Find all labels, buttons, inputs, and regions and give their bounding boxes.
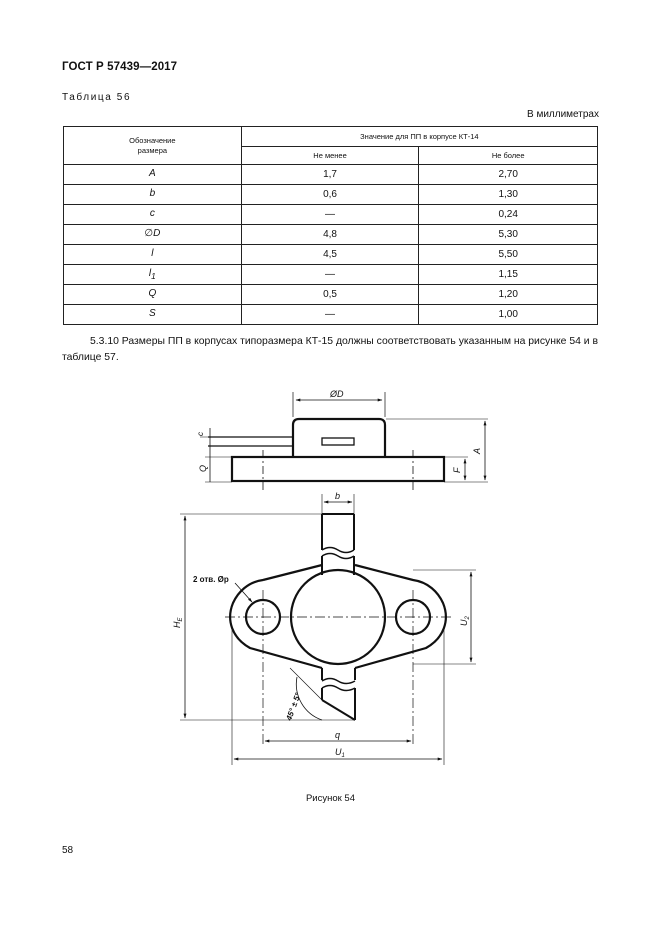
row-symbol: l xyxy=(64,245,242,265)
row-max: 5,50 xyxy=(419,245,598,265)
bottom-lead-break xyxy=(322,679,355,684)
row-max: 2,70 xyxy=(419,165,598,185)
bottom-lead-tip xyxy=(322,688,355,720)
side-lead-insert xyxy=(322,438,354,445)
hole-centerlines xyxy=(263,590,413,745)
row-min: — xyxy=(241,305,419,325)
header-designation: Обозначение размера xyxy=(64,127,242,165)
row-symbol: c xyxy=(64,205,242,225)
q-extension-lines xyxy=(205,457,232,482)
label-u2: $U_2$ xyxy=(459,616,471,626)
top-lead-break-2 xyxy=(322,554,354,559)
figure-caption: Рисунок 54 xyxy=(305,793,356,804)
row-symbol: b xyxy=(64,185,242,205)
side-lead xyxy=(208,437,293,446)
row-min: — xyxy=(241,205,419,225)
row-max: 1,00 xyxy=(419,305,598,325)
row-symbol: Q xyxy=(64,285,242,305)
top-view xyxy=(172,491,476,765)
row-min: 0,6 xyxy=(241,185,419,205)
header-max: Не более xyxy=(419,147,598,165)
document-header: ГОСТ Р 57439—2017 xyxy=(62,61,178,73)
table-units: В миллиметрах xyxy=(527,109,599,120)
row-min: 4,5 xyxy=(241,245,419,265)
row-symbol: ∅D xyxy=(64,225,242,245)
label-u1: $U_1$ xyxy=(335,747,345,759)
label-b: b xyxy=(335,491,341,501)
bottom-lead-break-2 xyxy=(322,686,355,691)
label-angle: 45° ± 5° xyxy=(284,691,303,722)
label-c: c xyxy=(196,432,205,436)
row-symbol: S xyxy=(64,305,242,325)
label-holes: 2 отв. Øp xyxy=(193,575,229,584)
flange-mask xyxy=(225,579,451,700)
label-he: $H_E$ xyxy=(172,617,184,628)
row-max: 0,24 xyxy=(419,205,598,225)
row-max: 1,30 xyxy=(419,185,598,205)
holes-leader xyxy=(235,583,252,602)
table-caption: Таблица 56 xyxy=(62,92,132,103)
row-min: 1,7 xyxy=(241,165,419,185)
row-min: 0,5 xyxy=(241,285,419,305)
label-a: A xyxy=(472,447,482,454)
top-lead xyxy=(322,514,354,550)
label-q-side: Q xyxy=(198,464,208,472)
row-max: 1,20 xyxy=(419,285,598,305)
u1-extension-lines xyxy=(232,628,444,765)
page-number: 58 xyxy=(62,845,74,856)
row-max: 5,30 xyxy=(419,225,598,245)
label-od: ØD xyxy=(330,389,344,399)
side-view xyxy=(196,389,488,490)
header-min: Не менее xyxy=(241,147,419,165)
row-symbol: $l_1$ xyxy=(64,265,242,285)
row-symbol: A xyxy=(64,165,242,185)
row-max: 1,15 xyxy=(419,265,598,285)
body-paragraph: 5.3.10 Размеры ПП в корпусах типоразмера КТ-15 должны соответствовать указанным на рисунке 54 и в таблице 57. xyxy=(62,336,598,363)
label-f: F xyxy=(452,467,462,473)
top-lead-break xyxy=(322,548,354,553)
row-min: 4,8 xyxy=(241,225,419,245)
header-value-group: Значение для ПП в корпусе КТ-14 xyxy=(241,127,597,147)
row-min: — xyxy=(241,265,419,285)
side-flange-outline xyxy=(232,457,444,481)
label-q: q xyxy=(335,730,341,740)
flange-outline xyxy=(230,565,446,668)
